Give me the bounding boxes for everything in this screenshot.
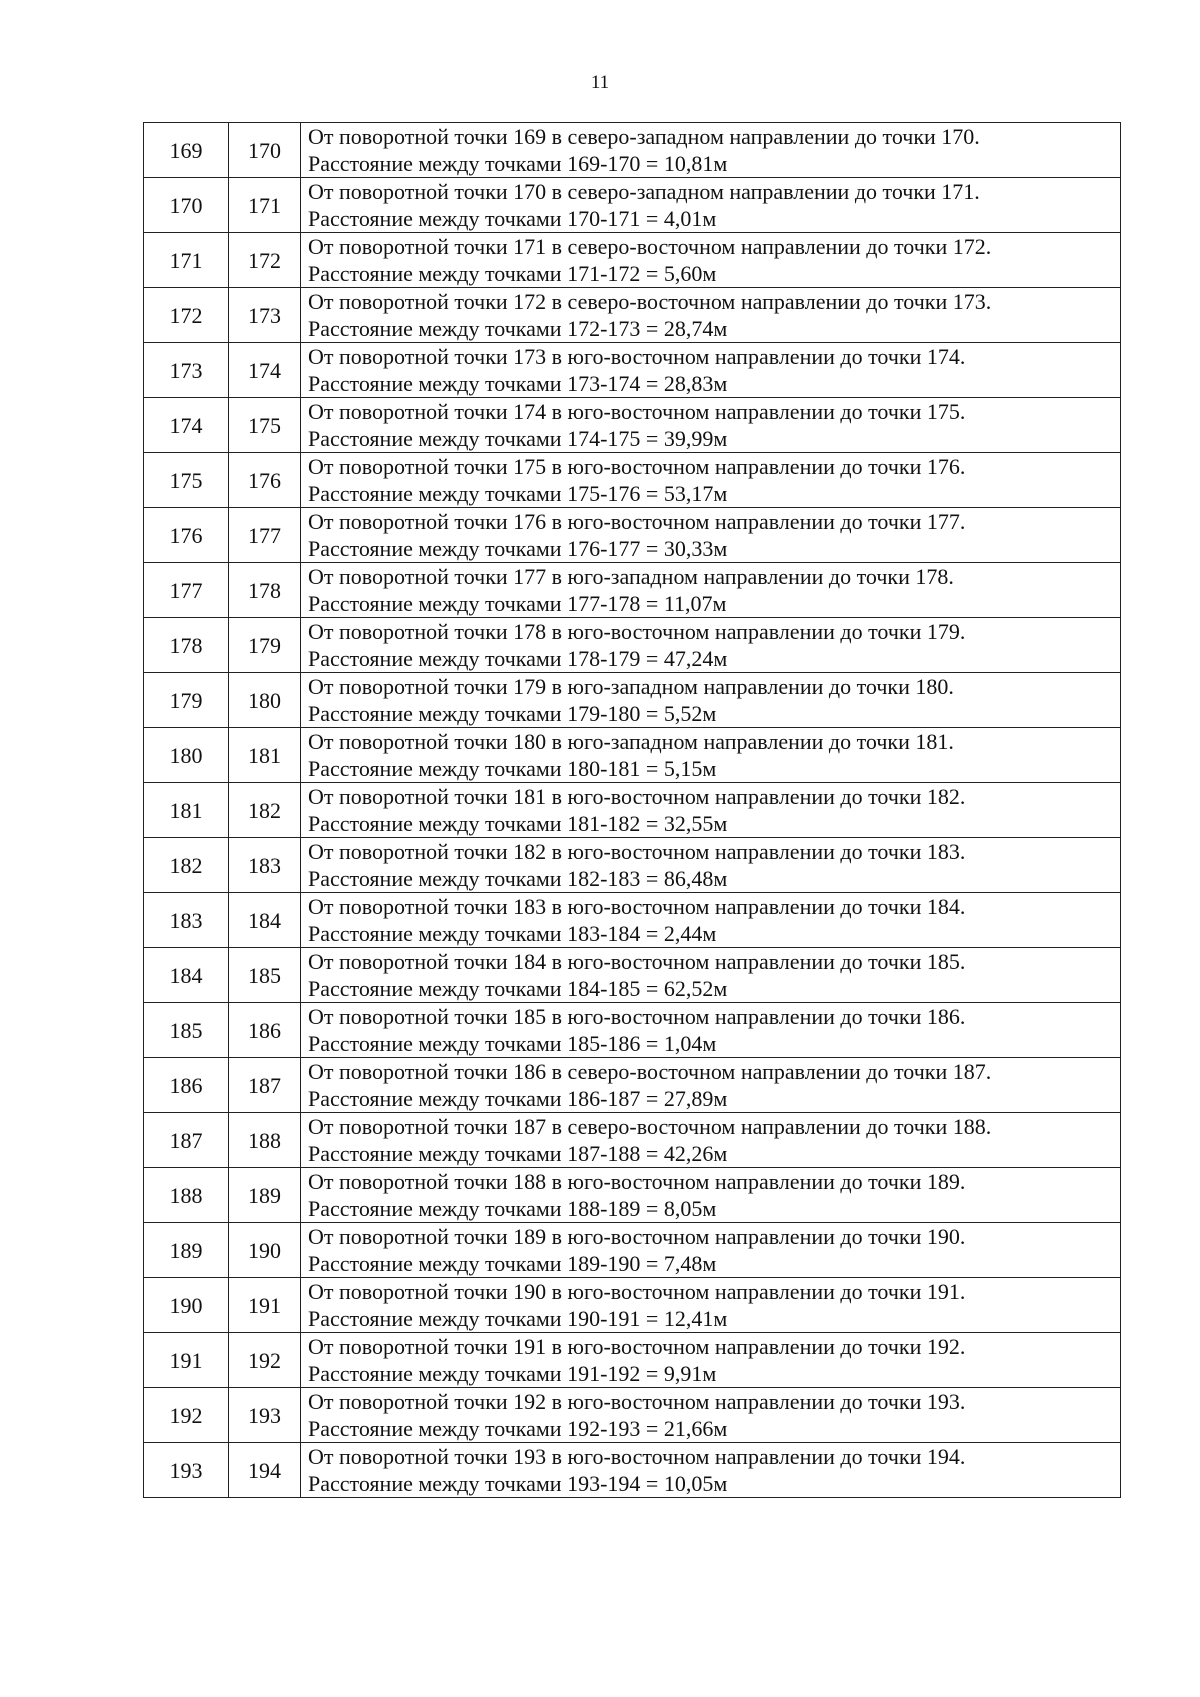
from-point-cell: 191 [144, 1333, 229, 1388]
from-point-cell: 192 [144, 1388, 229, 1443]
description-cell [301, 563, 1121, 618]
distance-text: Расстояние между точками 190-191 = 12,41м [308, 1306, 728, 1331]
page-number: 11 [590, 72, 610, 93]
distance-text: Расстояние между точками 187-188 = 42,26м [308, 1141, 728, 1166]
from-point-cell: 177 [144, 563, 229, 618]
description-cell [301, 893, 1121, 948]
direction-text: От поворотной точки 172 в северо-восточном направлении до точки 173. [308, 289, 992, 314]
from-point-cell: 185 [144, 1003, 229, 1058]
to-point-cell: 184 [229, 893, 301, 948]
table-row [144, 343, 1121, 398]
description-cell [301, 233, 1121, 288]
to-point-cell: 190 [229, 1223, 301, 1278]
table-row [144, 1168, 1121, 1223]
from-point-cell: 178 [144, 618, 229, 673]
direction-text: От поворотной точки 180 в юго-западном направлении до точки 181. [308, 729, 954, 754]
table-body [144, 123, 1121, 1498]
description-cell [301, 508, 1121, 563]
distance-text: Расстояние между точками 191-192 = 9,91м [308, 1361, 717, 1386]
table-row [144, 508, 1121, 563]
distance-text: Расстояние между точками 180-181 = 5,15м [308, 756, 717, 781]
description-cell [301, 398, 1121, 453]
description-cell [301, 948, 1121, 1003]
table-row [144, 1388, 1121, 1443]
distance-text: Расстояние между точками 188-189 = 8,05м [308, 1196, 717, 1221]
direction-text: От поворотной точки 186 в северо-восточном направлении до точки 187. [308, 1059, 992, 1084]
description-cell [301, 618, 1121, 673]
table-row [144, 233, 1121, 288]
direction-text: От поворотной точки 188 в юго-восточном направлении до точки 189. [308, 1169, 966, 1194]
to-point-cell: 185 [229, 948, 301, 1003]
direction-text: От поворотной точки 175 в юго-восточном направлении до точки 176. [308, 454, 966, 479]
description-cell [301, 343, 1121, 398]
boundary-points-table [143, 122, 1121, 1498]
description-cell [301, 1113, 1121, 1168]
to-point-cell: 173 [229, 288, 301, 343]
distance-text: Расстояние между точками 178-179 = 47,24м [308, 646, 728, 671]
direction-text: От поворотной точки 173 в юго-восточном направлении до точки 174. [308, 344, 966, 369]
direction-text: От поворотной точки 182 в юго-восточном направлении до точки 183. [308, 839, 966, 864]
description-cell [301, 1058, 1121, 1113]
to-point-cell: 182 [229, 783, 301, 838]
distance-text: Расстояние между точками 174-175 = 39,99м [308, 426, 728, 451]
distance-text: Расстояние между точками 175-176 = 53,17м [308, 481, 728, 506]
description-cell [301, 728, 1121, 783]
table-row [144, 1443, 1121, 1498]
table-row [144, 1113, 1121, 1168]
direction-text: От поворотной точки 181 в юго-восточном направлении до точки 182. [308, 784, 966, 809]
table-row [144, 1278, 1121, 1333]
to-point-cell: 178 [229, 563, 301, 618]
direction-text: От поворотной точки 179 в юго-западном направлении до точки 180. [308, 674, 954, 699]
from-point-cell: 175 [144, 453, 229, 508]
table-row [144, 178, 1121, 233]
table-row [144, 453, 1121, 508]
from-point-cell: 187 [144, 1113, 229, 1168]
direction-text: От поворотной точки 169 в северо-западном направлении до точки 170. [308, 124, 980, 149]
to-point-cell: 192 [229, 1333, 301, 1388]
to-point-cell: 181 [229, 728, 301, 783]
to-point-cell: 171 [229, 178, 301, 233]
distance-text: Расстояние между точками 181-182 = 32,55м [308, 811, 728, 836]
table-row [144, 1333, 1121, 1388]
distance-text: Расстояние между точками 173-174 = 28,83м [308, 371, 728, 396]
table-row [144, 123, 1121, 178]
from-point-cell: 181 [144, 783, 229, 838]
table-row [144, 1003, 1121, 1058]
description-cell [301, 123, 1121, 178]
to-point-cell: 172 [229, 233, 301, 288]
table-row [144, 1223, 1121, 1278]
direction-text: От поворотной точки 183 в юго-восточном направлении до точки 184. [308, 894, 966, 919]
description-cell [301, 1003, 1121, 1058]
direction-text: От поворотной точки 177 в юго-западном направлении до точки 178. [308, 564, 954, 589]
from-point-cell: 189 [144, 1223, 229, 1278]
to-point-cell: 194 [229, 1443, 301, 1498]
direction-text: От поворотной точки 190 в юго-восточном направлении до точки 191. [308, 1279, 966, 1304]
direction-text: От поворотной точки 174 в юго-восточном направлении до точки 175. [308, 399, 966, 424]
description-cell [301, 288, 1121, 343]
description-cell [301, 1333, 1121, 1388]
to-point-cell: 186 [229, 1003, 301, 1058]
direction-text: От поворотной точки 191 в юго-восточном направлении до точки 192. [308, 1334, 966, 1359]
description-cell [301, 1223, 1121, 1278]
description-cell [301, 1278, 1121, 1333]
direction-text: От поворотной точки 171 в северо-восточном направлении до точки 172. [308, 234, 992, 259]
to-point-cell: 170 [229, 123, 301, 178]
direction-text: От поворотной точки 185 в юго-восточном направлении до точки 186. [308, 1004, 966, 1029]
direction-text: От поворотной точки 184 в юго-восточном направлении до точки 185. [308, 949, 966, 974]
to-point-cell: 189 [229, 1168, 301, 1223]
to-point-cell: 193 [229, 1388, 301, 1443]
from-point-cell: 176 [144, 508, 229, 563]
description-cell [301, 1388, 1121, 1443]
distance-text: Расстояние между точками 184-185 = 62,52м [308, 976, 728, 1001]
from-point-cell: 169 [144, 123, 229, 178]
from-point-cell: 180 [144, 728, 229, 783]
distance-text: Расстояние между точками 185-186 = 1,04м [308, 1031, 717, 1056]
to-point-cell: 176 [229, 453, 301, 508]
distance-text: Расстояние между точками 176-177 = 30,33м [308, 536, 728, 561]
from-point-cell: 182 [144, 838, 229, 893]
to-point-cell: 177 [229, 508, 301, 563]
from-point-cell: 193 [144, 1443, 229, 1498]
description-cell [301, 783, 1121, 838]
from-point-cell: 173 [144, 343, 229, 398]
distance-text: Расстояние между точками 189-190 = 7,48м [308, 1251, 717, 1276]
distance-text: Расстояние между точками 179-180 = 5,52м [308, 701, 717, 726]
description-cell [301, 178, 1121, 233]
description-cell [301, 673, 1121, 728]
from-point-cell: 171 [144, 233, 229, 288]
distance-text: Расстояние между точками 186-187 = 27,89м [308, 1086, 728, 1111]
distance-text: Расстояние между точками 170-171 = 4,01м [308, 206, 717, 231]
distance-text: Расстояние между точками 182-183 = 86,48м [308, 866, 728, 891]
table-row [144, 398, 1121, 453]
direction-text: От поворотной точки 193 в юго-восточном направлении до точки 194. [308, 1444, 966, 1469]
direction-text: От поворотной точки 189 в юго-восточном направлении до точки 190. [308, 1224, 966, 1249]
direction-text: От поворотной точки 178 в юго-восточном направлении до точки 179. [308, 619, 966, 644]
distance-text: Расстояние между точками 171-172 = 5,60м [308, 261, 717, 286]
from-point-cell: 188 [144, 1168, 229, 1223]
distance-text: Расстояние между точками 192-193 = 21,66м [308, 1416, 728, 1441]
description-cell [301, 453, 1121, 508]
table-row [144, 673, 1121, 728]
table-row [144, 783, 1121, 838]
table-row [144, 1058, 1121, 1113]
direction-text: От поворотной точки 176 в юго-восточном направлении до точки 177. [308, 509, 966, 534]
from-point-cell: 172 [144, 288, 229, 343]
description-cell [301, 1443, 1121, 1498]
description-cell [301, 1168, 1121, 1223]
to-point-cell: 187 [229, 1058, 301, 1113]
direction-text: От поворотной точки 170 в северо-западном направлении до точки 171. [308, 179, 980, 204]
direction-text: От поворотной точки 187 в северо-восточном направлении до точки 188. [308, 1114, 992, 1139]
direction-text: От поворотной точки 192 в юго-восточном направлении до точки 193. [308, 1389, 966, 1414]
from-point-cell: 183 [144, 893, 229, 948]
table-row [144, 838, 1121, 893]
to-point-cell: 180 [229, 673, 301, 728]
table-row [144, 728, 1121, 783]
to-point-cell: 183 [229, 838, 301, 893]
to-point-cell: 175 [229, 398, 301, 453]
to-point-cell: 191 [229, 1278, 301, 1333]
distance-text: Расстояние между точками 193-194 = 10,05м [308, 1471, 728, 1496]
from-point-cell: 179 [144, 673, 229, 728]
table-row [144, 893, 1121, 948]
from-point-cell: 184 [144, 948, 229, 1003]
from-point-cell: 190 [144, 1278, 229, 1333]
distance-text: Расстояние между точками 183-184 = 2,44м [308, 921, 717, 946]
from-point-cell: 186 [144, 1058, 229, 1113]
to-point-cell: 188 [229, 1113, 301, 1168]
to-point-cell: 179 [229, 618, 301, 673]
to-point-cell: 174 [229, 343, 301, 398]
from-point-cell: 170 [144, 178, 229, 233]
distance-text: Расстояние между точками 172-173 = 28,74м [308, 316, 728, 341]
table-row [144, 618, 1121, 673]
distance-text: Расстояние между точками 169-170 = 10,81м [308, 151, 728, 176]
description-cell [301, 838, 1121, 893]
table-row [144, 948, 1121, 1003]
distance-text: Расстояние между точками 177-178 = 11,07м [308, 591, 727, 616]
from-point-cell: 174 [144, 398, 229, 453]
table-row [144, 288, 1121, 343]
table-row [144, 563, 1121, 618]
